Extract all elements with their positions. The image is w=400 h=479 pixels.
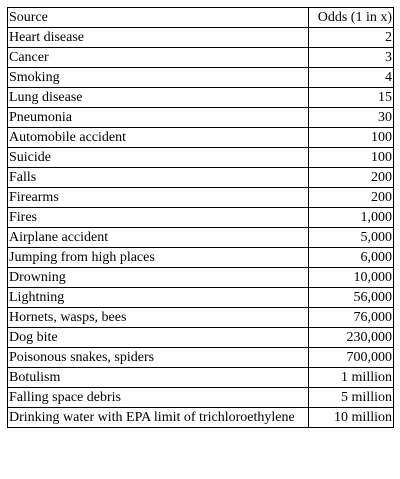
- table-row: [8, 148, 394, 168]
- table-row: [8, 388, 394, 408]
- table-row: [8, 128, 394, 148]
- row-source-cell: Hornets, wasps, bees: [8, 308, 309, 328]
- table-row: [8, 108, 394, 128]
- row-odds-cell: 6,000: [309, 248, 394, 268]
- row-source-cell: Automobile accident: [8, 128, 309, 148]
- row-source-cell: Airplane accident: [8, 228, 309, 248]
- row-source-cell: Cancer: [8, 48, 309, 68]
- row-odds-cell: 100: [309, 148, 394, 168]
- header-row: [8, 8, 394, 28]
- table-row: [8, 168, 394, 188]
- odds-table: [7, 7, 394, 428]
- row-odds-cell: 10,000: [309, 268, 394, 288]
- table-row: [8, 68, 394, 88]
- table-row: [8, 288, 394, 308]
- table-row: [8, 348, 394, 368]
- row-odds-cell: 1,000: [309, 208, 394, 228]
- row-source-cell: Falls: [8, 168, 309, 188]
- row-source-cell: Botulism: [8, 368, 309, 388]
- table-row: [8, 368, 394, 388]
- row-odds-cell: 5 million: [309, 388, 394, 408]
- row-source-cell: Pneumonia: [8, 108, 309, 128]
- row-source-cell: Lightning: [8, 288, 309, 308]
- row-source-cell: Poisonous snakes, spiders: [8, 348, 309, 368]
- row-odds-cell: 30: [309, 108, 394, 128]
- row-source-cell: Suicide: [8, 148, 309, 168]
- table-row: [8, 208, 394, 228]
- table-row: [8, 408, 394, 428]
- table-row: [8, 248, 394, 268]
- row-odds-cell: 230,000: [309, 328, 394, 348]
- row-source-cell: Drowning: [8, 268, 309, 288]
- odds-table-body: [8, 8, 394, 428]
- table-row: [8, 28, 394, 48]
- table-row: [8, 188, 394, 208]
- table-row: [8, 268, 394, 288]
- row-odds-cell: 100: [309, 128, 394, 148]
- row-odds-cell: 200: [309, 168, 394, 188]
- table-row: [8, 308, 394, 328]
- row-odds-cell: 3: [309, 48, 394, 68]
- table-row: [8, 228, 394, 248]
- header-odds: Odds (1 in x): [309, 8, 394, 28]
- row-source-cell: Lung disease: [8, 88, 309, 108]
- table-row: [8, 328, 394, 348]
- row-source-cell: Fires: [8, 208, 309, 228]
- row-odds-cell: 1 million: [309, 368, 394, 388]
- row-odds-cell: 700,000: [309, 348, 394, 368]
- row-odds-cell: 2: [309, 28, 394, 48]
- row-odds-cell: 10 million: [309, 408, 394, 428]
- row-source-cell: Smoking: [8, 68, 309, 88]
- row-odds-cell: 15: [309, 88, 394, 108]
- row-source-cell: Drinking water with EPA limit of trichloroethylene: [8, 408, 309, 428]
- row-source-cell: Heart disease: [8, 28, 309, 48]
- header-source: Source: [8, 8, 309, 28]
- row-source-cell: Jumping from high places: [8, 248, 309, 268]
- row-source-cell: Dog bite: [8, 328, 309, 348]
- row-odds-cell: 5,000: [309, 228, 394, 248]
- odds-table-container: [7, 7, 394, 428]
- row-odds-cell: 76,000: [309, 308, 394, 328]
- row-odds-cell: 56,000: [309, 288, 394, 308]
- row-source-cell: Falling space debris: [8, 388, 309, 408]
- row-odds-cell: 4: [309, 68, 394, 88]
- table-row: [8, 48, 394, 68]
- row-source-cell: Firearms: [8, 188, 309, 208]
- row-odds-cell: 200: [309, 188, 394, 208]
- table-row: [8, 88, 394, 108]
